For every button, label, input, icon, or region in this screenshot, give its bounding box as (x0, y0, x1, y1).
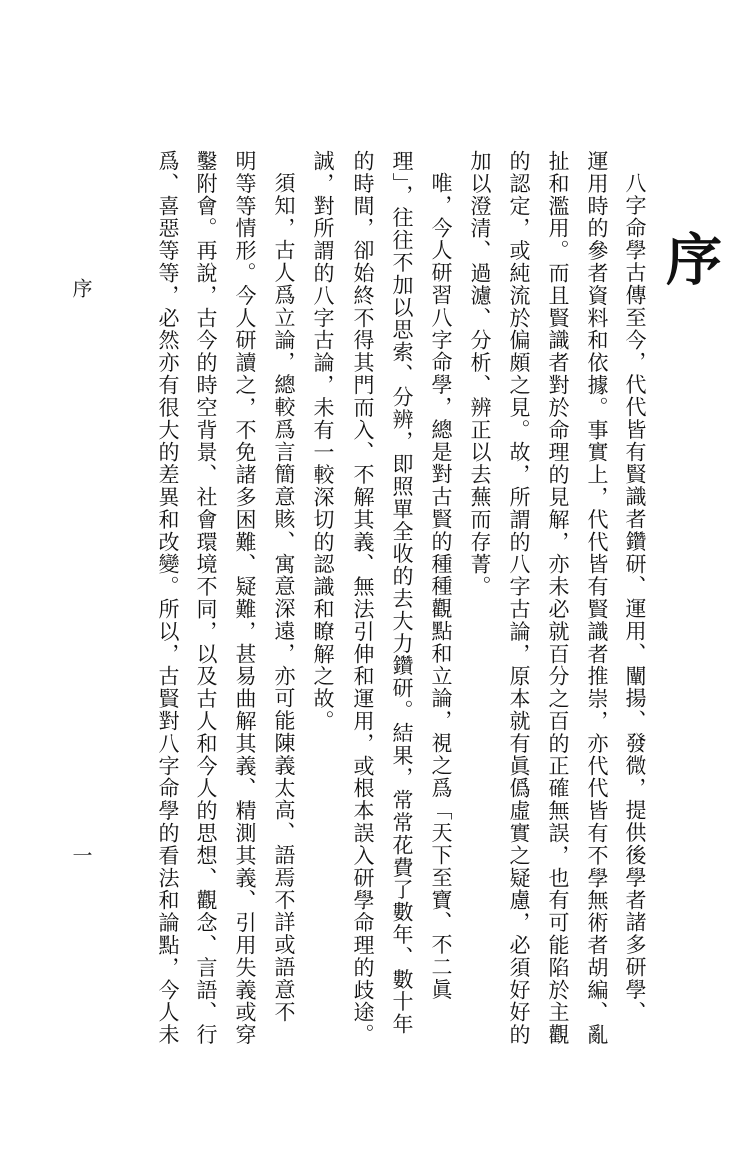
text-line: 的時間，卻始終不得其門而入、不解其義、無法引伸和運用，或根本誤入研學命理的歧途。 (351, 150, 375, 1046)
text-line: 運用時的參者資料和依據。事實上，代代皆有賢識者推崇，亦代代皆有不學無術者胡編、亂 (585, 150, 609, 1046)
text-line: 唯，今人研習八字命學，總是對古賢的種種觀點和立論，視之爲「天下至寶、不二眞 (429, 172, 453, 1001)
text-line: 加以澄清、過濾、分析、辨正以去蕪而存菁。 (468, 150, 492, 598)
text-line: 誠，對所謂的八字古論，未有一較深切的認識和瞭解之故。 (311, 150, 335, 733)
text-line: 鑿附會。再說，古今的時空背景、社會環境不同，以及古人和今人的思想、觀念、言語、行 (194, 150, 218, 1046)
text-line: 扯和濫用。而且賢識者對於命理的見解，亦未必就百分之百的正確無誤，也有可能陷於主觀 (546, 150, 570, 1046)
text-line: 須知，古人爲立論，總較爲言簡意賅、寓意深遠，亦可能陳義太高、語焉不詳或語意不 (272, 172, 296, 1024)
text-line: 明等等情形。今人研讀之，不免諸多困難、疑難，甚易曲解其義、精測其義、引用失義或穿 (233, 150, 257, 1046)
page-number: 一 (69, 845, 93, 865)
running-head: 序 (69, 278, 93, 298)
text-line: 理」，往往不加以思索、分辨，即照單全收的去大力鑽研。結果，常常花費了數年、數十年 (390, 150, 414, 1036)
text-line: 八字命學古傳至今，代代皆有賢識者鑽研、運用、闡揚、發微，提供後學者諸多研學、 (623, 172, 647, 1024)
text-line: 爲、喜惡等等，必然亦有很大的差異和改變。所以，古賢對八字命學的看法和論點，今人未 (156, 150, 180, 1046)
text-line: 的認定，或純流於偏頗之見。故，所謂的八字古論，原本就有眞僞虛實之疑慮，必須好好的 (507, 150, 531, 1046)
page-title: 序 (657, 230, 723, 286)
